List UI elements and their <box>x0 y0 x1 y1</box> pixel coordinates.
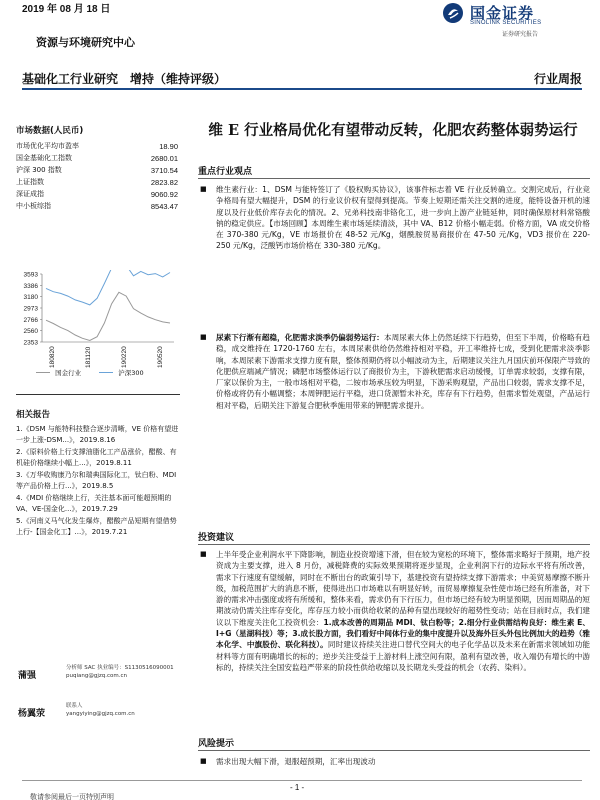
bullet-icon: ■ <box>200 333 207 341</box>
paragraph-text: 本周尿素大体上仍然延续下行趋势，但至下半周，价格略有趋稳，成交维持在 1720-1760 左右，本周尿素供给仍然维持相对平稳，开工率维持七成，受到化肥需求淡季影响，本周尿素下游需求支撑力度有限，整体预期仍将以小幅波动为主，后期建议关注九月国庆前环保限产导致的化肥供应端减产情况；磷肥市场整体运行以了商报价为主，下游秋肥需求启动缓慢，订单需求较弱，支撑有限，厂家以保价为主，一般市场相对平稳，二铵市场承压较为明显，下游采购观望，产品出口较弱，需求支撑不足，价格或将仍有小幅调整；本周钾肥运行平稳，进口货源暂未补充，库存有下行趋势，但需求暂处观望，产品运行相对平稳，后期关注下游复合肥秋季施用带来的钾肥需求提升。 <box>216 333 590 410</box>
market-label: 深证成指 <box>16 190 44 198</box>
analyst-list <box>16 660 180 736</box>
table-row <box>16 152 178 164</box>
analyst-role: 分析师 SAC 执业编号：S1130516090001 <box>66 665 174 671</box>
related-report-link[interactable]: 1.《DSM 与能特科技整合逐步清晰，VE 价格有望进一步上涨-DSM...》，2019.8.16 <box>16 425 179 444</box>
analyst-entry <box>16 660 180 696</box>
paragraph-highlight: 1.成本改善的周期品 MDI、钛白粉等；2.细分行业供需结构良好：维生素 E、I+G（星湖科技）等；3.成长股方面，我们看好中间体行业的集中度提升以及海外巨头外包比例加大的趋势（雅本化学、中旗股份、联化科技）。 <box>216 617 590 650</box>
market-label: 中小板综指 <box>16 202 51 210</box>
paragraph-text: 需求出现大幅下滑，退服超预期，汇率出现波动 <box>216 757 376 766</box>
market-label: 市场优化平均市盈率 <box>16 142 79 150</box>
report-title: 基础化工行业研究 增持（维持评级） <box>22 72 227 86</box>
related-report-link[interactable]: 3.《万华收购康乃尔和瑞典国际化工，钛白粉、MDI 等产品价格上行...》，2019.8.5 <box>16 471 177 490</box>
section-heading-advice: 投资建议 <box>198 533 235 543</box>
market-label: 上证指数 <box>16 178 44 186</box>
left-divider <box>16 394 180 395</box>
analyst-role: 联系人 <box>66 703 83 709</box>
related-report-link[interactable]: 4.《MDI 价格继续上行，关注基本面可能超预期的 VA、VE-国金化...》，2019.7.29 <box>16 494 172 513</box>
table-row <box>16 140 178 152</box>
footer-disclaimer: 敬请参阅最后一页特别声明 <box>30 793 114 800</box>
analyst-info <box>66 702 135 718</box>
analyst-name: 杨翼荥 <box>18 709 46 719</box>
paragraph-text-block <box>216 549 590 673</box>
y-tick-label: 2766 <box>23 316 38 324</box>
related-reports-title: 相关报告 <box>16 410 51 420</box>
analyst-name: 蒲强 <box>18 671 37 681</box>
analyst-email[interactable]: puqiang@gjzq.com.cn <box>66 673 127 679</box>
bullet-icon: ■ <box>200 550 207 558</box>
section-heading-risk: 风险提示 <box>198 739 235 749</box>
market-value: 2823.82 <box>150 177 178 187</box>
market-value: 8543.47 <box>150 201 178 211</box>
analyst-info <box>66 664 174 680</box>
paragraph-text: 上半年受企业利润水平下降影响，制造业投资增速下滑，但在较为宽松的环境下，整体需求略好于预期，地产投资成为主要支撑，进入 8 月份，减税降费的实际效果预期将逐步显现，企业利润下行的边际水平将有所改善，需求下行速度有望缓解，同时在不断出台的政策引导下，基建投资有望持续支撑下游需求；中美贸易摩擦不断升级，加税范围扩大的消息不断，使得进出口市场难以有明显好转，而贸易摩擦复杂性使市场已经有所准备，对下游的需求冲击强度或将有所缓和，整体来看，需求仍有下行压力，但市场已经有较为明显预期，因而周期品的短期波动仍需关注库存变化，库存压力较小而供给收紧的品种有望出现较好的超势性变动；站在目前时点，我们建议以下维度关注化工投资机会： <box>216 550 590 627</box>
paragraph-lead: 尿素下行渐有超稳，化肥需求淡季仍偏弱势运行： <box>216 333 384 342</box>
legend-swatch-industry <box>36 372 50 373</box>
table-row <box>16 188 178 200</box>
table-row <box>16 200 178 212</box>
market-data-table <box>16 140 178 212</box>
logo-subtitle: 证券研究报告 <box>502 31 539 38</box>
paragraph-text: 维生素行业：1、DSM 与能特签订了《股权购买协议》，该事件标志着 VE 行业反转确立。交割完成后，行业竞争格局有望大幅提升，DSM 的行业议价权有望得到提高。节奏上短期还需关注交割的进度，能特设备开机的速度以及行业低价库存去化的情况。2、兄弟科技南非铬化工，进一步向上游产业链延伸，同时确保原材料常铬酸钠的稳定供应。【市场回顾】本周维生素市场延续清淡，其中 VA、B12 价格小幅走弱。价格方面，VA 成交价格在 370-380 元/Kg，VE 市场报价在 48-52 元/Kg，烟酰胺贸易商报价在 47-50 元/Kg，VD3 报价在 220-250 元/Kg，泛酸钙市场价格在 330-380 元/Kg。 <box>216 185 590 251</box>
market-value: 18.90 <box>159 141 178 151</box>
sinolink-logo-icon <box>442 2 464 24</box>
logo-chinese-name: 国金证券 <box>470 4 535 22</box>
paragraph-fertilizer <box>196 332 590 411</box>
y-tick-label: 2973 <box>23 305 38 313</box>
x-tick-label: 190220 <box>121 346 128 368</box>
bullet-icon: ■ <box>200 185 207 193</box>
report-header-bar <box>22 66 582 90</box>
legend-label-hs300: 沪深300 <box>118 369 144 377</box>
paragraph-text: 同时建议持续关注进口替代空间大的电子化学品以及未来在新需求领域如功能材料等方面有明确增长的标的；逆步关注受益于上游材料上涨空间有限，盈利有望改善，收入端仍有增长的中游标的，持续关注全国安监趋严带来的阶段性供给收缩以及长期龙头受益的机会（农药、染料）。 <box>216 640 590 672</box>
section-divider <box>198 750 590 751</box>
paragraph-investment <box>196 549 590 673</box>
market-value: 3710.54 <box>150 165 178 175</box>
y-tick-label: 2353 <box>23 339 38 347</box>
research-center-name: 资源与环境研究中心 <box>36 36 135 49</box>
paragraph-vitamin <box>196 184 590 252</box>
series-line <box>46 270 170 305</box>
market-label: 国金基础化工指数 <box>16 154 72 162</box>
section-divider <box>198 544 590 545</box>
section-divider <box>198 178 590 179</box>
index-line-chart <box>16 270 180 382</box>
page-number: - 1 - <box>290 783 305 792</box>
analyst-entry <box>16 698 180 734</box>
market-label: 沪深 300 指数 <box>16 166 62 174</box>
chart-legend <box>30 368 180 377</box>
x-tick-label: 180820 <box>49 346 56 368</box>
x-tick-label: 190520 <box>157 346 164 368</box>
sinolink-logo <box>442 2 582 42</box>
related-report-link[interactable]: 5.《河南义马气化发生爆炸，醋酸产品短期有望借势上行-【国金化工】...》，2019.7.21 <box>16 517 177 536</box>
section-heading-views: 重点行业观点 <box>198 167 253 177</box>
y-tick-label: 3180 <box>23 294 38 302</box>
table-row <box>16 164 178 176</box>
table-row <box>16 176 178 188</box>
market-data-title: 市场数据(人民币) <box>16 126 84 136</box>
paragraph-text-block <box>216 332 590 411</box>
y-tick-label: 3386 <box>23 282 38 290</box>
bullet-icon: ■ <box>200 757 207 765</box>
main-title: 维 E 行业格局优化有望带动反转，化肥农药整体弱势运行 <box>208 122 578 139</box>
related-report-link[interactable]: 2.《原料价格上行支撑油脂化工产品涨价，醋酸、有机硅价格继续小幅上...》，2019.8.11 <box>16 448 177 467</box>
report-date: 2019 年 08 月 18 日 <box>22 4 111 15</box>
y-tick-label: 2560 <box>23 328 38 336</box>
market-value: 2680.01 <box>150 153 178 163</box>
legend-label-industry: 国金行业 <box>55 369 82 377</box>
market-data-panel <box>16 124 178 212</box>
legend-swatch-hs300 <box>99 372 113 373</box>
paragraph-risk <box>196 756 590 767</box>
series-line <box>46 292 170 340</box>
x-tick-label: 181120 <box>85 346 92 368</box>
y-tick-label: 3593 <box>23 271 38 279</box>
logo-english-name: SINOLINK SECURITIES <box>470 20 542 26</box>
report-type: 行业周报 <box>533 72 582 86</box>
related-reports <box>16 408 180 539</box>
footer-divider <box>22 780 582 781</box>
market-value: 9060.92 <box>150 189 178 199</box>
analyst-email[interactable]: yangyiying@gjzq.com.cn <box>66 711 135 717</box>
